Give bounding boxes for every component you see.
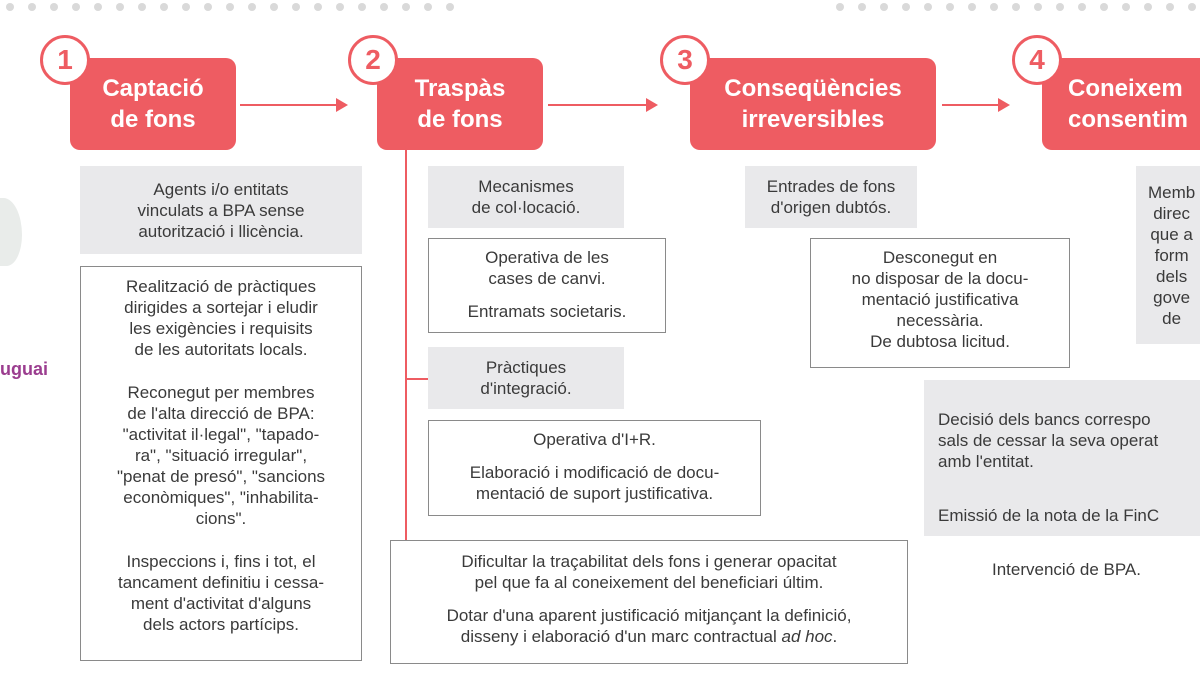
col2-placement-box: Mecanismes de col·locació. — [428, 166, 624, 228]
decorative-dot — [446, 3, 454, 11]
decorative-dot — [946, 3, 954, 11]
decorative-dot — [314, 3, 322, 11]
decorative-dot — [902, 3, 910, 11]
decorative-dot — [248, 3, 256, 11]
col3-entries-box: Entrades de fons d'origen dubtós. — [745, 166, 917, 228]
col1-agents-box: Agents i/o entitats vinculats a BPA sense autorització i llicència. — [80, 166, 362, 254]
decorative-dot — [836, 3, 844, 11]
decorative-dot — [94, 3, 102, 11]
col2-justification-text: Dotar d'una aparent justificació mitjançant la definició, disseny i elaboració d'un marc contractual ad hoc. — [446, 606, 852, 646]
col2-vertical-line — [405, 150, 407, 545]
step-2-box: Traspàs de fons — [377, 58, 543, 150]
step-4-box: Coneixem consentim — [1042, 58, 1200, 150]
map-fragment — [0, 198, 22, 266]
decorative-dot — [28, 3, 36, 11]
decorative-dot — [270, 3, 278, 11]
col2-integration-details — [428, 420, 761, 516]
decorative-dot — [1122, 3, 1130, 11]
decorative-dot — [50, 3, 58, 11]
col2-corporate-text: Entramats societaris. — [467, 302, 627, 321]
step-1-box: Captació de fons — [70, 58, 236, 150]
step-3-number: 3 — [660, 35, 710, 85]
col2-integration-box: Pràctiques d'integració. — [428, 347, 624, 409]
arrow-1-to-2 — [240, 104, 346, 106]
country-label: uguai — [0, 359, 48, 379]
decorative-dot — [1056, 3, 1064, 11]
col3-unknown-box — [810, 238, 1070, 368]
top-dots-right — [830, 0, 1200, 14]
arrow-3-to-4 — [942, 104, 1008, 106]
col2-exchange-text: Operativa de les cases de canvi. — [485, 248, 609, 288]
decorative-dot — [336, 3, 344, 11]
decorative-dot — [6, 3, 14, 11]
decorative-dot — [924, 3, 932, 11]
decorative-dot — [72, 3, 80, 11]
decorative-dot — [160, 3, 168, 11]
decorative-dot — [1100, 3, 1108, 11]
col3-unknown-text: Desconegut en no disposar de la docu- mentació justificativa necessària. De dubtosa licitud. — [851, 248, 1029, 351]
decorative-dot — [880, 3, 888, 11]
col2-outcome-box — [390, 540, 908, 664]
decorative-dot — [116, 3, 124, 11]
decorative-dot — [226, 3, 234, 11]
decorative-dot — [402, 3, 410, 11]
decorative-dot — [182, 3, 190, 11]
col4-intervention-text: Intervenció de BPA. — [992, 560, 1141, 579]
col2-traceability-text: Dificultar la traçabilitat dels fons i generar opacitat pel que fa al coneixement del beneficiari últim. — [461, 552, 837, 592]
step-4-number: 4 — [1012, 35, 1062, 85]
decorative-dot — [204, 3, 212, 11]
decorative-dot — [1012, 3, 1020, 11]
decorative-dot — [358, 3, 366, 11]
col1-practices-text: Realització de pràctiques dirigides a sortejar i eludir les exigències i requisits de les autoritats locals. — [124, 277, 318, 359]
col1-recognized-text: Reconegut per membres de l'alta direcció de BPA: "activitat il·legal", "tapado- ra", "situació irregular", "penat de presó", "sancions econòmiques", "inhabilita- cions". — [116, 383, 326, 528]
col1-practices-box — [80, 266, 362, 661]
decorative-dot — [990, 3, 998, 11]
col2-branch-line — [405, 378, 429, 380]
decorative-dot — [858, 3, 866, 11]
col1-inspections-text: Inspeccions i, fins i tot, el tancament definitiu i cessa- ment d'activitat d'alguns dels actors partícips. — [118, 552, 324, 634]
col4-note-text: Emissió de la nota de la FinC — [938, 506, 1160, 525]
top-dots-left — [0, 0, 470, 14]
col4-decision-text: Decisió dels bancs correspo sals de cessar la seva operat amb l'entitat. — [938, 410, 1159, 471]
step-2-number: 2 — [348, 35, 398, 85]
col4-members-box: Memb direc que a form dels gove de — [1136, 166, 1200, 344]
decorative-dot — [380, 3, 388, 11]
col2-placement-details — [428, 238, 666, 333]
decorative-dot — [138, 3, 146, 11]
decorative-dot — [424, 3, 432, 11]
col2-ir-text: Operativa d'I+R. — [533, 430, 656, 449]
arrow-2-to-3 — [548, 104, 656, 106]
step-1-number: 1 — [40, 35, 90, 85]
step-3-box: Conseqüències irreversibles — [690, 58, 936, 150]
col4-decision-box — [924, 380, 1200, 579]
decorative-dot — [1034, 3, 1042, 11]
decorative-dot — [1144, 3, 1152, 11]
decorative-dot — [292, 3, 300, 11]
col2-docs-text: Elaboració i modificació de docu- mentació de suport justificativa. — [469, 463, 720, 503]
decorative-dot — [1078, 3, 1086, 11]
decorative-dot — [1188, 3, 1196, 11]
decorative-dot — [1166, 3, 1174, 11]
decorative-dot — [968, 3, 976, 11]
